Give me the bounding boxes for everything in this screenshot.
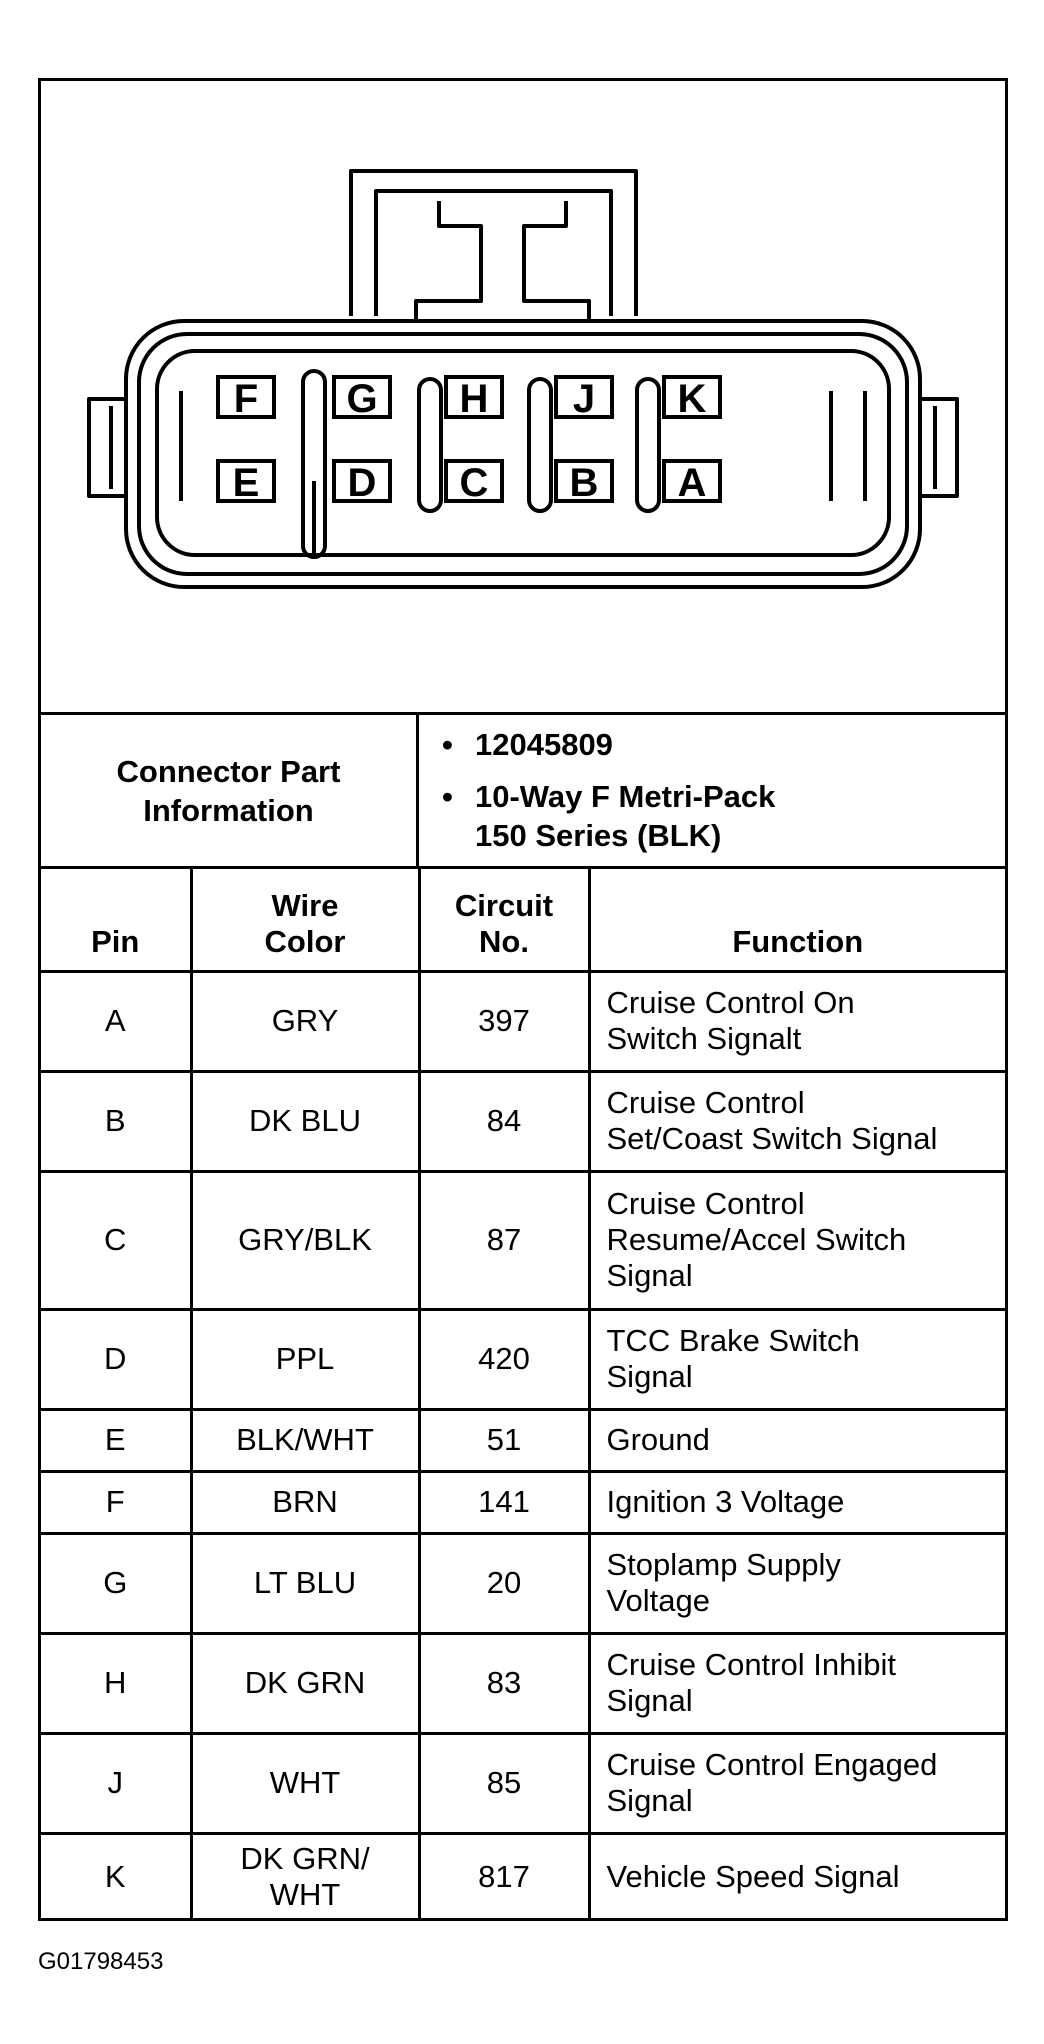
pin-label: D — [347, 461, 377, 505]
table-row — [41, 1171, 1005, 1309]
connector-face-drawing — [41, 81, 1005, 712]
table-row — [41, 1533, 1005, 1633]
pin-label: F — [233, 377, 259, 421]
pin-cell: A — [41, 971, 191, 1071]
wire-color-cell: GRY — [191, 971, 419, 1071]
pin-divider — [419, 379, 441, 511]
pin-cell: E — [41, 1409, 191, 1471]
pin-cavity-d — [334, 461, 390, 505]
function-cell: Ignition 3 Voltage — [589, 1471, 1005, 1533]
connector-type: 10-Way F Metri-Pack 150 Series (BLK) — [475, 779, 776, 853]
pin-cavity-h — [446, 377, 502, 421]
header-pin: Pin — [41, 869, 191, 971]
table-row — [41, 971, 1005, 1071]
pin-table — [41, 869, 1005, 1919]
pin-cell: H — [41, 1633, 191, 1733]
pin-cavity-a — [664, 461, 720, 505]
part-info-list — [419, 715, 1005, 866]
circuit-cell: 83 — [419, 1633, 589, 1733]
wire-color-cell: PPL — [191, 1309, 419, 1409]
circuit-cell: 85 — [419, 1733, 589, 1833]
table-row — [41, 1309, 1005, 1409]
pin-cell: C — [41, 1171, 191, 1309]
header-function: Function — [589, 869, 1005, 971]
pin-label: A — [677, 461, 707, 505]
circuit-cell: 420 — [419, 1309, 589, 1409]
pin-label: E — [232, 461, 260, 505]
pin-cell: G — [41, 1533, 191, 1633]
pin-label: B — [569, 461, 599, 505]
function-cell: Vehicle Speed Signal — [606, 1858, 900, 1894]
circuit-cell: 84 — [419, 1071, 589, 1171]
part-info-item — [442, 777, 1005, 855]
function-cell: Cruise Control On Switch Signalt — [589, 971, 1005, 1071]
table-row — [41, 1071, 1005, 1171]
wire-color-cell: GRY/BLK — [191, 1171, 419, 1309]
function-cell: Ground — [589, 1409, 1005, 1471]
header-circuit-no: Circuit No. — [419, 869, 589, 971]
table-row — [41, 1409, 1005, 1471]
function-cell: Stoplamp Supply Voltage — [589, 1533, 1005, 1633]
function-cell: Cruise Control Resume/Accel Switch Signal — [589, 1171, 1005, 1309]
connector-shell-outer — [126, 321, 920, 587]
function-cell: Cruise Control Inhibit Signal — [589, 1633, 1005, 1733]
pin-cavity-c — [446, 461, 502, 505]
pin-divider — [637, 379, 659, 511]
connector-diagram — [41, 81, 1005, 715]
pin-label: J — [572, 377, 596, 421]
pin-divider — [529, 379, 551, 511]
function-cell: TCC Brake Switch Signal — [589, 1309, 1005, 1409]
bullet-icon: • — [442, 779, 453, 814]
wire-color-cell: BRN — [191, 1471, 419, 1533]
circuit-cell: 817 — [419, 1833, 589, 1919]
wire-color-cell: DK BLU — [191, 1071, 419, 1171]
pin-label: C — [459, 461, 489, 505]
part-info-title: Connector Part Information — [41, 715, 419, 866]
circuit-cell: 87 — [419, 1171, 589, 1309]
pin-cavity-j — [556, 377, 612, 421]
wire-color-cell: DK GRN — [191, 1633, 419, 1733]
table-row — [41, 1471, 1005, 1533]
pin-cavity-k — [664, 377, 720, 421]
connector-part-information — [41, 715, 1005, 869]
pin-cavity-e — [218, 461, 274, 505]
circuit-cell: 51 — [419, 1409, 589, 1471]
connector-info-frame — [38, 78, 1008, 1921]
figure-id: G01798453 — [38, 1948, 164, 1975]
pin-label: K — [677, 377, 707, 421]
pin-cell: K — [41, 1833, 191, 1919]
pin-cavity-f — [218, 377, 274, 421]
table-row — [41, 1833, 1005, 1919]
pin-cavity-g — [334, 377, 390, 421]
pin-label: G — [346, 377, 378, 421]
circuit-cell: 397 — [419, 971, 589, 1071]
pin-cell: J — [41, 1733, 191, 1833]
table-header-row — [41, 869, 1005, 971]
wire-color-cell: LT BLU — [191, 1533, 419, 1633]
part-number: 12045809 — [475, 727, 613, 762]
circuit-cell: 141 — [419, 1471, 589, 1533]
wire-color-cell: BLK/WHT — [191, 1409, 419, 1471]
pin-cell: F — [41, 1471, 191, 1533]
pin-label: H — [459, 377, 489, 421]
bullet-icon: • — [442, 727, 453, 762]
pin-cavity-b — [556, 461, 612, 505]
function-cell: Cruise Control Engaged Signal — [589, 1733, 1005, 1833]
part-info-item — [442, 725, 1005, 764]
function-cell: Cruise Control Set/Coast Switch Signal — [589, 1071, 1005, 1171]
connector-shell-inner — [139, 334, 907, 574]
pin-cell: B — [41, 1071, 191, 1171]
right-latch — [920, 399, 957, 496]
header-wire-color: Wire Color — [191, 869, 419, 971]
table-row — [41, 1633, 1005, 1733]
left-latch — [89, 399, 126, 496]
pin-cell: D — [41, 1309, 191, 1409]
circuit-cell: 20 — [419, 1533, 589, 1633]
wire-color-cell: WHT — [191, 1733, 419, 1833]
table-row — [41, 1733, 1005, 1833]
wire-color-cell: DK GRN/ WHT — [191, 1833, 419, 1919]
